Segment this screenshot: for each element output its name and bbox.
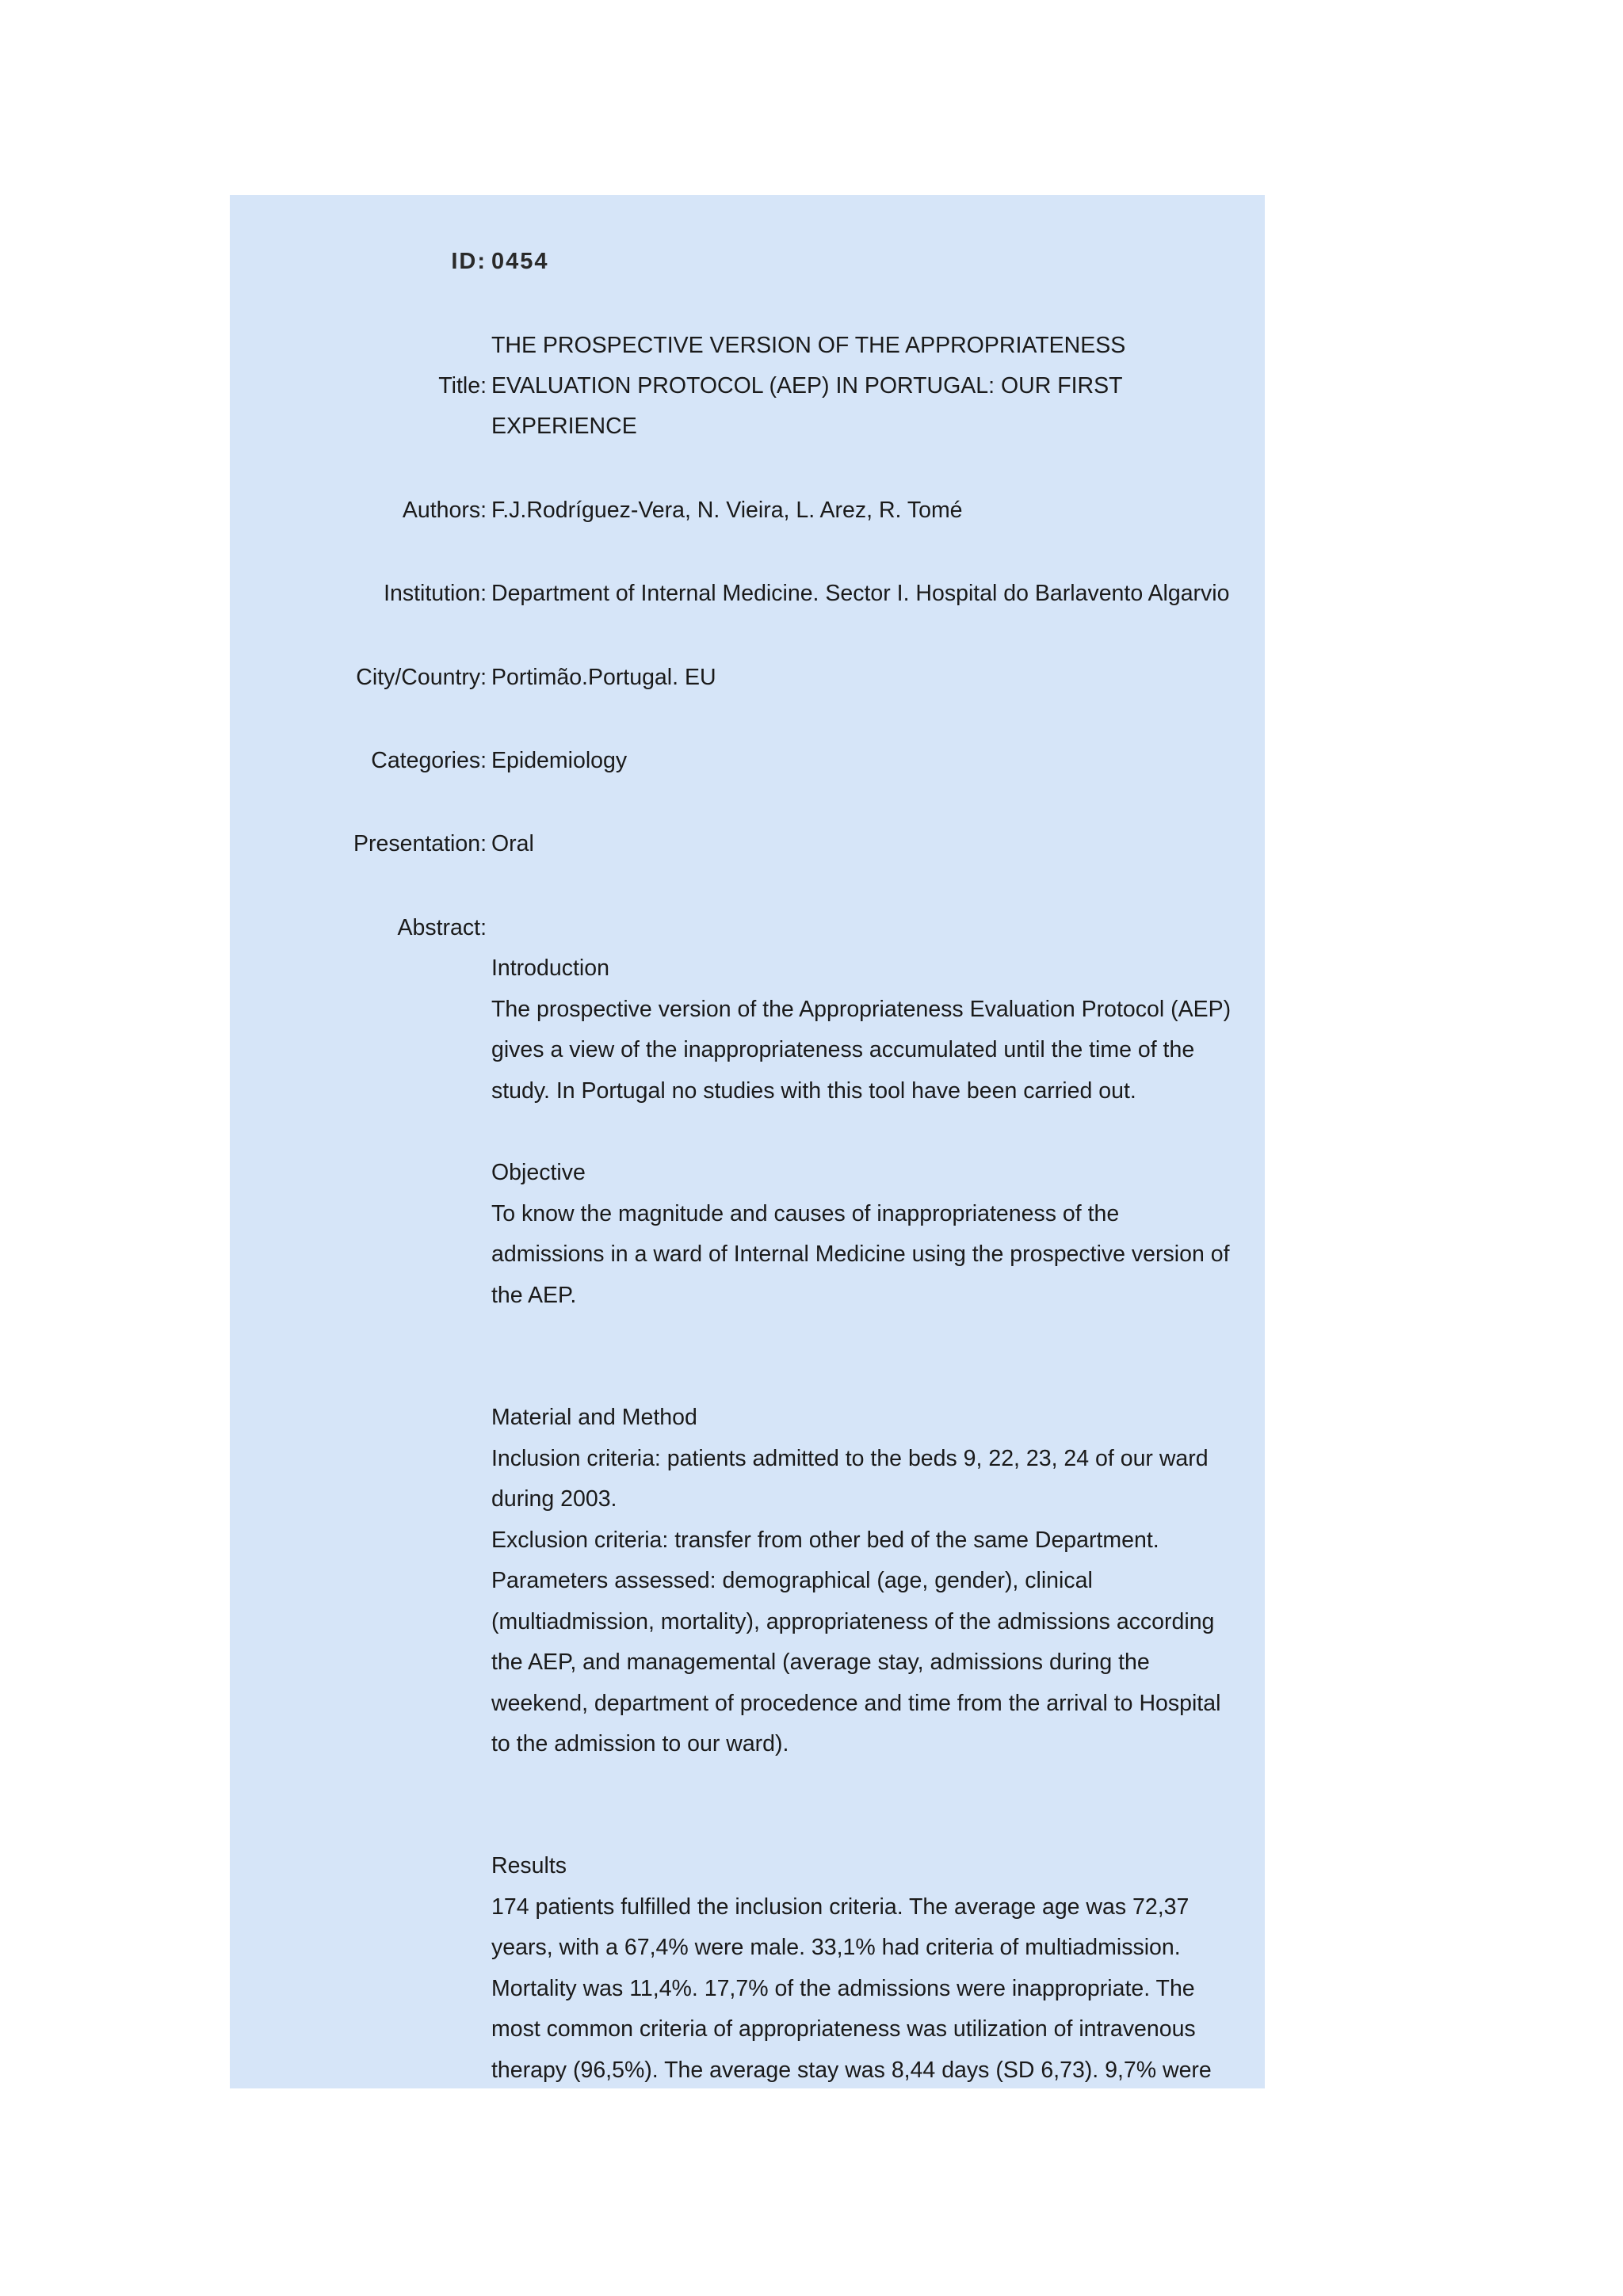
presentation-label: Presentation: xyxy=(353,831,487,856)
institution-value: Department of Internal Medicine. Sector I. Hospital do Barlavento Algarvio xyxy=(491,581,1230,606)
abstract-record-panel xyxy=(230,195,1265,2088)
section-heading: Introduction xyxy=(491,955,609,981)
title-line: EVALUATION PROTOCOL (AEP) IN PORTUGAL: OUR FIRST xyxy=(491,373,1123,399)
authors-value: F.J.Rodríguez-Vera, N. Vieira, L. Arez, R. Tomé xyxy=(491,498,963,523)
paragraph-line: (multiadmission, mortality), appropriateness of the admissions according xyxy=(491,1608,1215,1634)
title-line: EXPERIENCE xyxy=(491,414,637,439)
id-label: ID: xyxy=(451,249,487,274)
presentation-value: Oral xyxy=(491,831,534,856)
abstract-objective xyxy=(491,1153,1268,1316)
paragraph-line: to the admission to our ward). xyxy=(491,1731,789,1756)
section-heading: Material and Method xyxy=(491,1405,697,1430)
paragraph-line: Mortality was 11,4%. 17,7% of the admissions were inappropriate. The xyxy=(491,1975,1195,2001)
paragraph-line: during 2003. xyxy=(491,1486,617,1512)
authors-label: Authors: xyxy=(402,498,487,523)
title-line: THE PROSPECTIVE VERSION OF THE APPROPRIATENESS xyxy=(491,333,1126,358)
paragraph-line: admissions in a ward of Internal Medicine using the prospective version of xyxy=(491,1241,1230,1267)
abstract-label: Abstract: xyxy=(397,915,487,940)
section-heading: Objective xyxy=(491,1160,586,1185)
paragraph-line: the AEP. xyxy=(491,1282,577,1308)
paragraph-line: therapy (96,5%). The average stay was 8,44 days (SD 6,73). 9,7% were xyxy=(491,2057,1212,2083)
paragraph-line: Exclusion criteria: transfer from other bed of the same Department. xyxy=(491,1527,1159,1553)
institution-label: Institution: xyxy=(384,581,487,606)
paragraph-line: years, with a 67,4% were male. 33,1% had criteria of multiadmission. xyxy=(491,1935,1181,1960)
paragraph-line: Inclusion criteria: patients admitted to the beds 9, 22, 23, 24 of our ward xyxy=(491,1445,1209,1471)
categories-label: Categories: xyxy=(371,748,487,773)
paragraph-line: most common criteria of appropriateness was utilization of intravenous xyxy=(491,2016,1196,2042)
paragraph-line: To know the magnitude and causes of inappropriateness of the xyxy=(491,1200,1120,1226)
city-country-label: City/Country: xyxy=(356,665,487,690)
paragraph-line: weekend, department of procedence and time from the arrival to Hospital xyxy=(491,1690,1221,1716)
abstract-results xyxy=(491,1846,1268,2091)
abstract-introduction xyxy=(491,948,1268,1112)
id-value: 0454 xyxy=(491,249,549,274)
title-value xyxy=(491,326,1268,447)
city-country-value: Portimão.Portugal. EU xyxy=(491,665,716,690)
abstract-method xyxy=(491,1398,1268,1765)
categories-value: Epidemiology xyxy=(491,748,628,773)
paragraph-line: study. In Portugal no studies with this tool have been carried out. xyxy=(491,1077,1136,1104)
paragraph-line: gives a view of the inappropriateness accumulated until the time of the xyxy=(491,1037,1195,1062)
paragraph-line: the AEP, and managemental (average stay, admissions during the xyxy=(491,1650,1150,1675)
section-heading: Results xyxy=(491,1853,567,1878)
paragraph-line: 174 patients fulfilled the inclusion criteria. The average age was 72,37 xyxy=(491,1894,1190,1920)
title-label: Title: xyxy=(438,373,487,399)
paragraph-line: Parameters assessed: demographical (age, gender), clinical xyxy=(491,1568,1093,1593)
paragraph-line: The prospective version of the Appropriateness Evaluation Protocol (AEP) xyxy=(491,996,1232,1022)
